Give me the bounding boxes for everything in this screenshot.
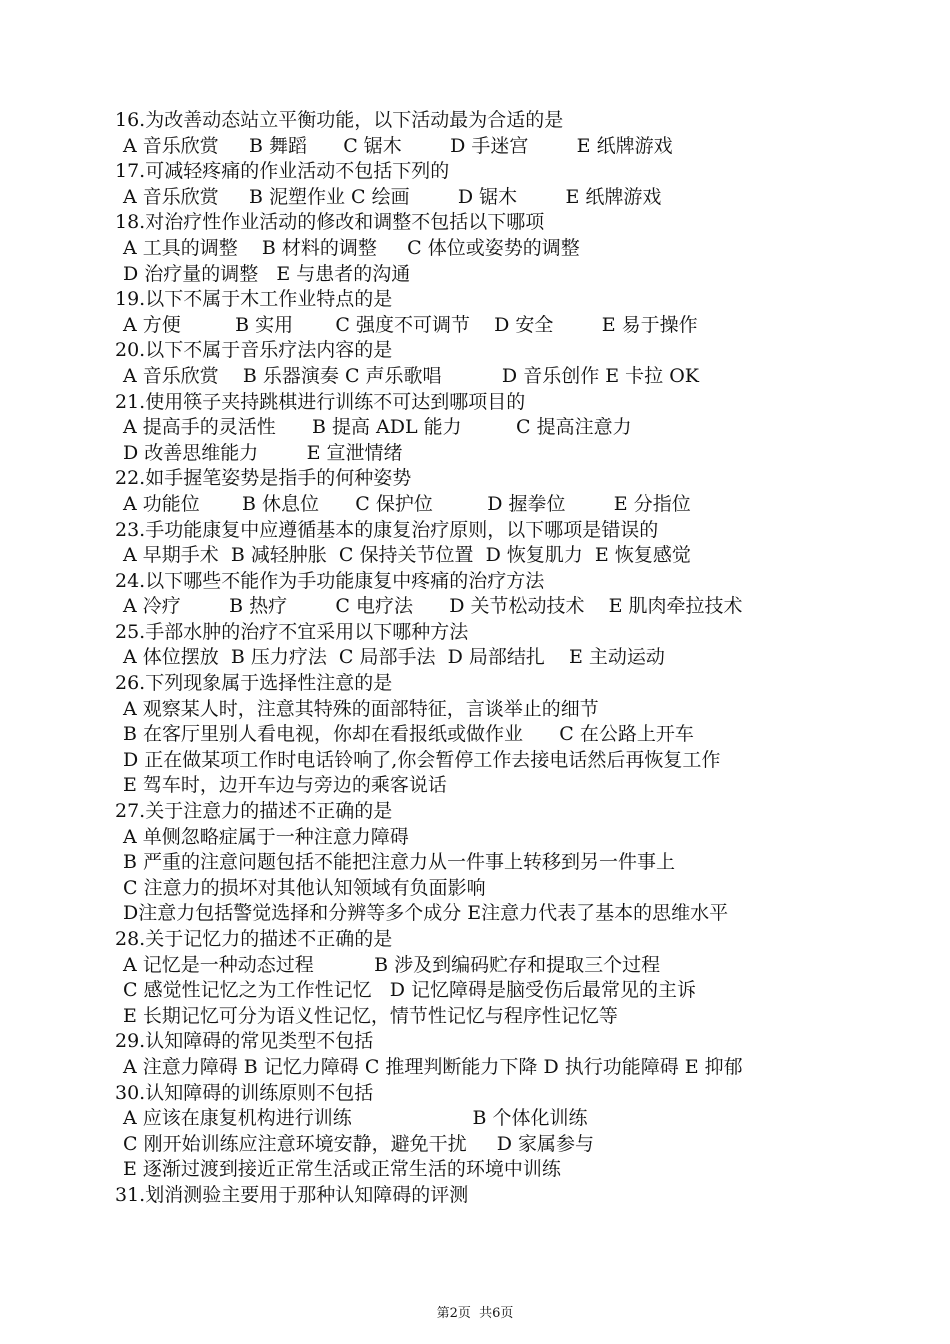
answer-options: A 功能位 B 休息位 C 保护位 D 握拳位 E 分指位 <box>123 492 691 515</box>
question-text: 18.对治疗性作业活动的修改和调整不包括以下哪项 <box>115 211 545 234</box>
answer-options: D 治疗量的调整 E 与患者的沟通 <box>123 262 411 285</box>
question-text: 30.认知障碍的训练原则不包括 <box>115 1081 374 1104</box>
answer-options: A 冷疗 B 热疗 C 电疗法 D 关节松动技术 E 肌肉牵拉技术 <box>123 595 743 618</box>
answer-options: A 方便 B 实用 C 强度不可调节 D 安全 E 易于操作 <box>123 313 698 336</box>
answer-options: A 观察某人时，注意其特殊的面部特征，言谈举止的细节 <box>123 697 599 720</box>
answer-options: E 逐渐过渡到接近正常生活或正常生活的环境中训练 <box>123 1158 561 1181</box>
question-text: 21.使用筷子夹持跳棋进行训练不可达到哪项目的 <box>115 390 526 413</box>
answer-options: A 提高手的灵活性 B 提高 ADL 能力 C 提高注意力 <box>123 416 632 439</box>
page-footer: 第2页 共6页 <box>436 1306 514 1321</box>
question-text: 27.关于注意力的描述不正确的是 <box>115 800 393 823</box>
question-list <box>115 108 875 1209</box>
answer-options: A 记忆是一种动态过程 B 涉及到编码贮存和提取三个过程 <box>123 953 661 976</box>
question-text: 25.手部水肿的治疗不宜采用以下哪种方法 <box>115 620 469 643</box>
answer-options: C 注意力的损坏对其他认知领域有负面影响 <box>123 876 486 899</box>
answer-options: A 音乐欣赏 B 舞蹈 C 锯木 D 手迷宫 E 纸牌游戏 <box>123 134 673 157</box>
answer-options: A 体位摆放 B 压力疗法 C 局部手法 D 局部结扎 E 主动运动 <box>123 646 665 669</box>
answer-options: D 正在做某项工作时电话铃响了,你会暂停工作去接电话然后再恢复工作 <box>123 748 721 771</box>
question-text: 24.以下哪些不能作为手功能康复中疼痛的治疗方法 <box>115 569 545 592</box>
answer-options: A 注意力障碍 B 记忆力障碍 C 推理判断能力下降 D 执行功能障碍 E 抑郁 <box>123 1055 743 1078</box>
question-text: 23.手功能康复中应遵循基本的康复治疗原则，以下哪项是错误的 <box>115 518 659 541</box>
answer-options: C 刚开始训练应注意环境安静，避免干扰 D 家属参与 <box>123 1132 595 1155</box>
question-text: 22.如手握笔姿势是指手的何种姿势 <box>115 467 412 490</box>
answer-options: D注意力包括警觉选择和分辨等多个成分 E注意力代表了基本的思维水平 <box>123 902 729 925</box>
answer-options: D 改善思维能力 E 宣泄情绪 <box>123 441 403 464</box>
answer-options: B 严重的注意问题包括不能把注意力从一件事上转移到另一件事上 <box>123 851 676 874</box>
question-text: 16.为改善动态站立平衡功能，以下活动最为合适的是 <box>115 109 564 131</box>
answer-options: B 在客厅里别人看电视，你却在看报纸或做作业 C 在公路上开车 <box>123 723 694 746</box>
answer-options: E 驾车时，边开车边与旁边的乘客说话 <box>123 774 447 797</box>
answer-options: A 单侧忽略症属于一种注意力障碍 <box>123 825 409 848</box>
answer-options: A 音乐欣赏 B 泥塑作业 C 绘画 D 锯木 E 纸牌游戏 <box>123 185 662 208</box>
answer-options: A 音乐欣赏 B 乐器演奏 C 声乐歌唱 D 音乐创作 E 卡拉 OK <box>123 364 699 387</box>
answer-options: E 长期记忆可分为语义性记忆，情节性记忆与程序性记忆等 <box>123 1004 618 1027</box>
answer-options: C 感觉性记忆之为工作性记忆 D 记忆障碍是脑受伤后最常见的主诉 <box>123 979 696 1002</box>
answer-options: A 应该在康复机构进行训练 B 个体化训练 <box>123 1107 588 1130</box>
question-text: 26.下列现象属于选择性注意的是 <box>115 672 393 695</box>
question-text: 20.以下不属于音乐疗法内容的是 <box>115 339 393 362</box>
answer-options: A 早期手术 B 减轻肿胀 C 保持关节位置 D 恢复肌力 E 恢复感觉 <box>123 544 691 567</box>
question-text: 19.以下不属于木工作业特点的是 <box>115 288 393 311</box>
question-text: 28.关于记忆力的描述不正确的是 <box>115 928 393 950</box>
question-text: 29.认知障碍的常见类型不包括 <box>115 1030 374 1053</box>
question-text: 31.划消测验主要用于那种认知障碍的评测 <box>115 1183 469 1206</box>
question-text: 17.可减轻疼痛的作业活动不包括下列的 <box>115 160 450 183</box>
answer-options: A 工具的调整 B 材料的调整 C 体位或姿势的调整 <box>123 236 580 259</box>
